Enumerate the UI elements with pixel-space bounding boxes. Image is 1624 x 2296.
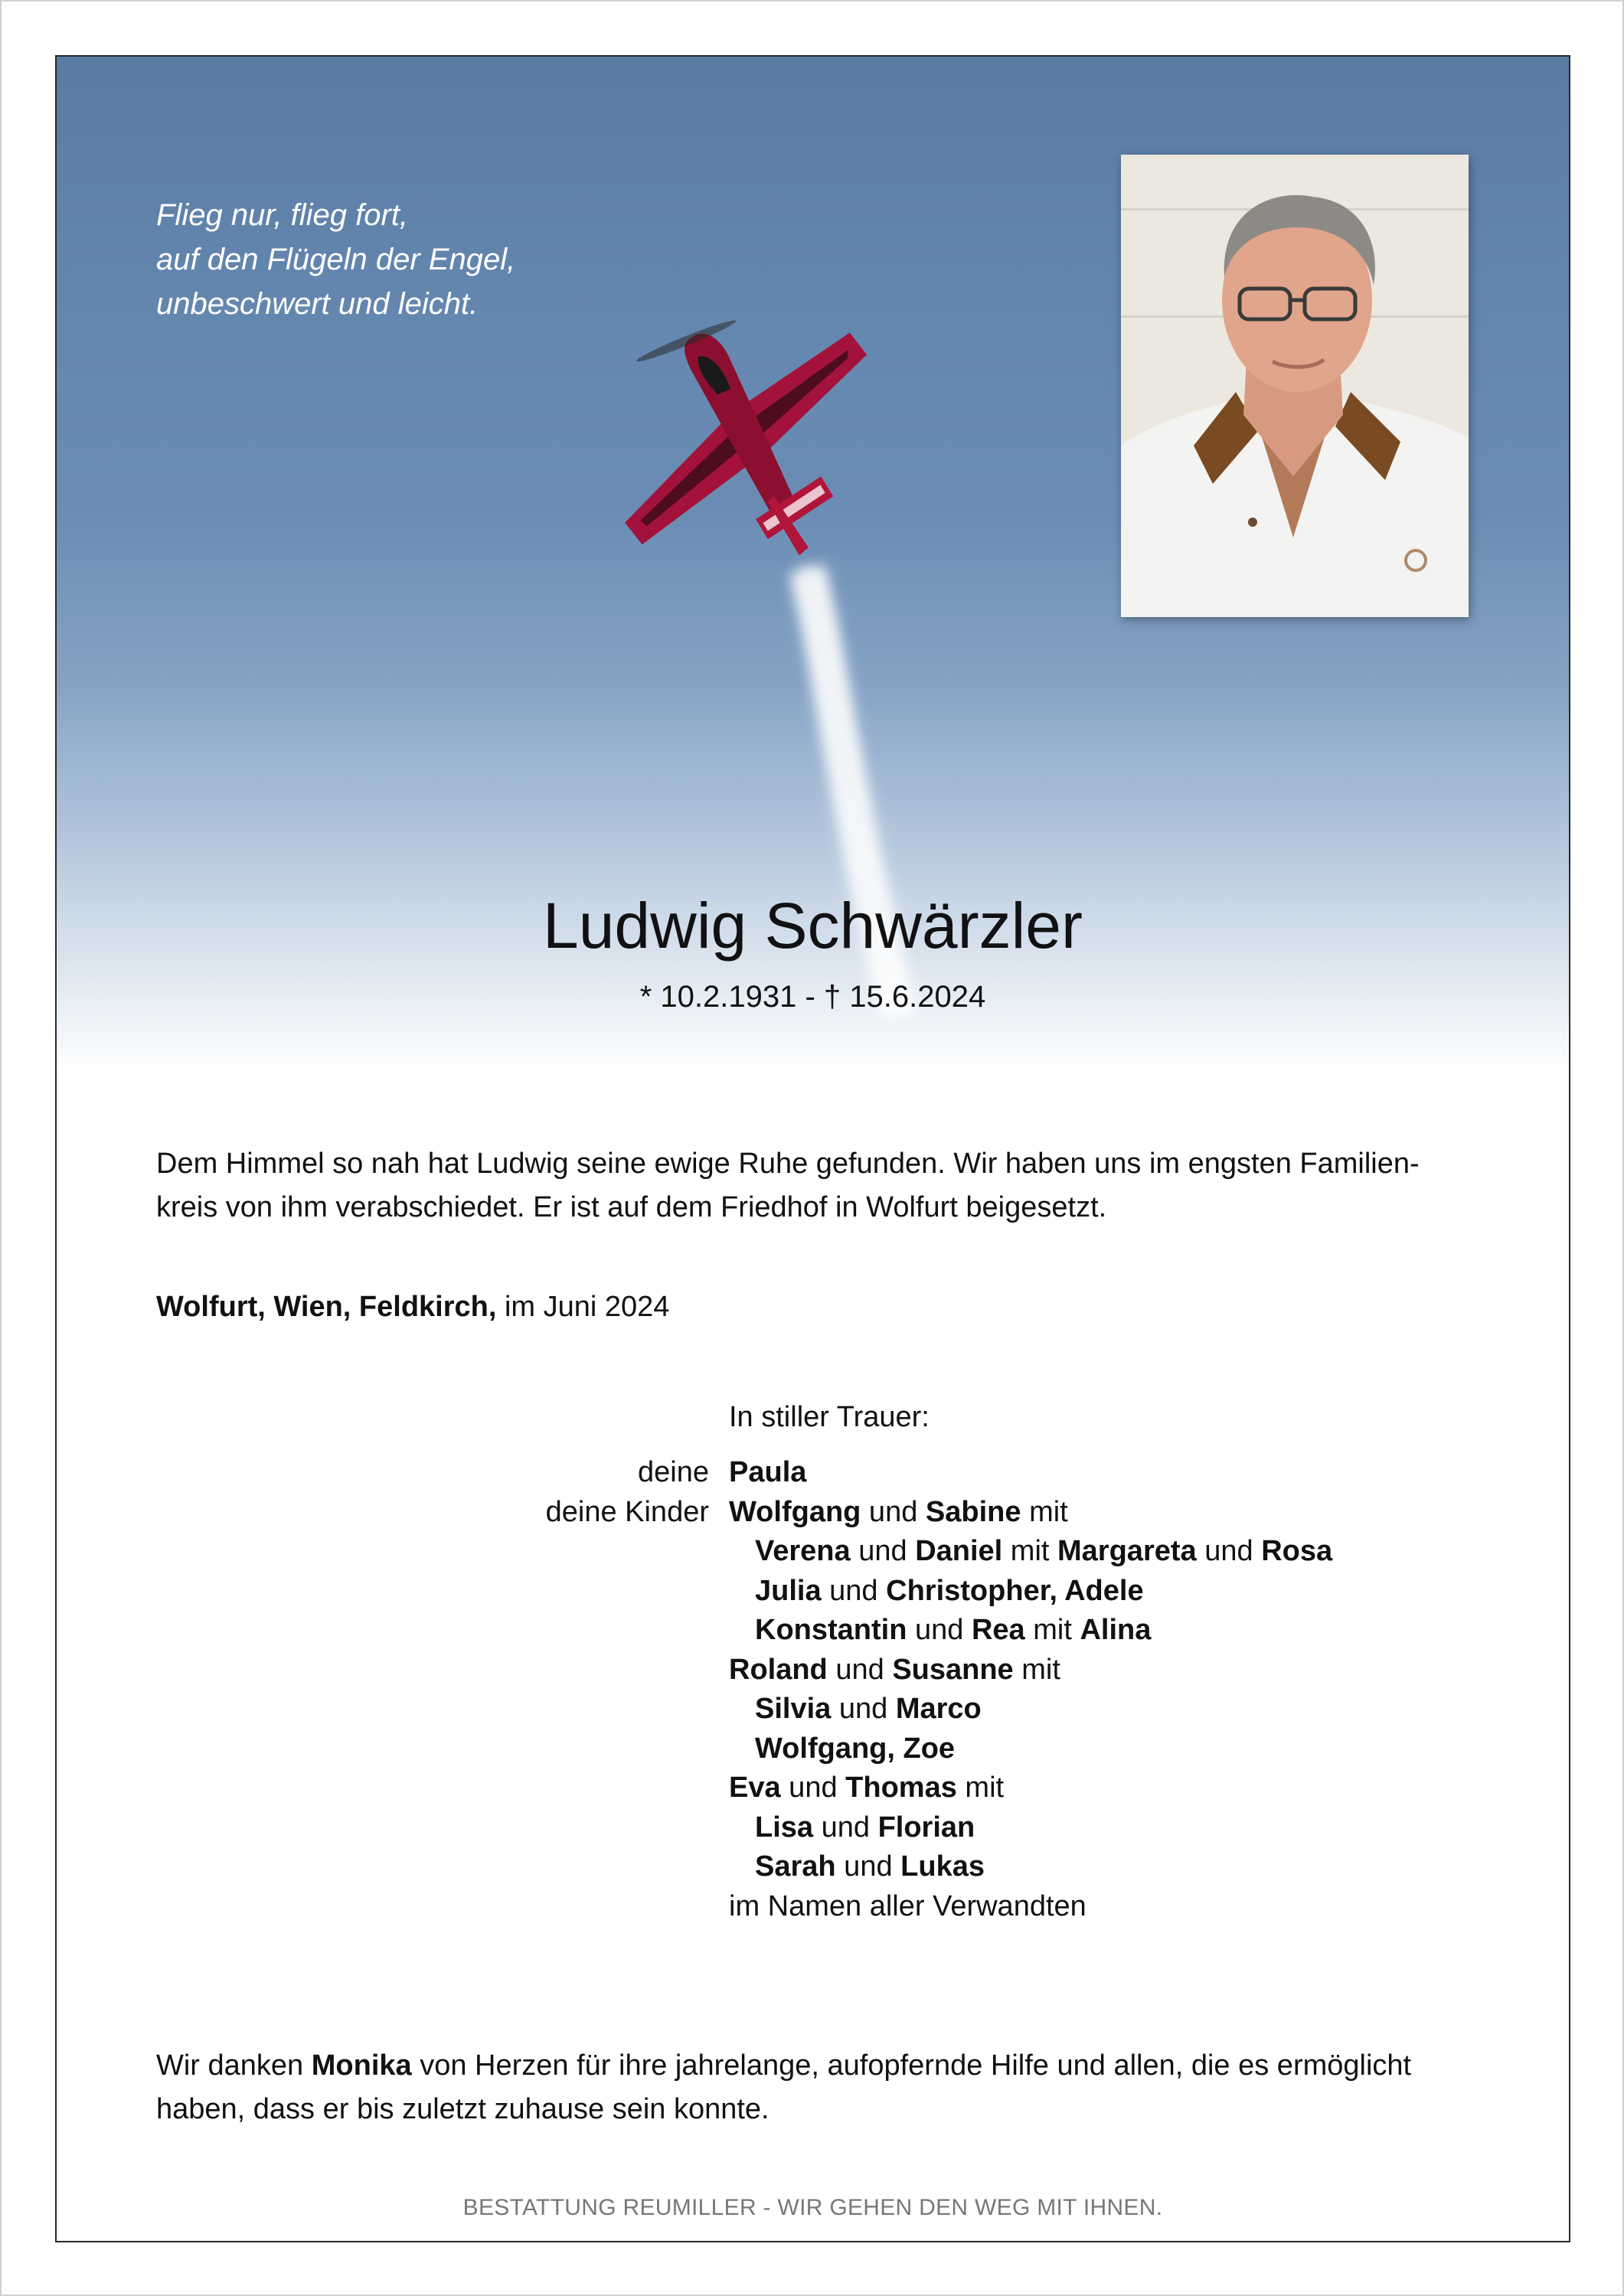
- mourner-name: Wolfgang, Zoe: [755, 1732, 956, 1765]
- thanks-suffix: von Herzen für ihre jahrelange, aufopfernde Hilfe und allen, die es ermöglicht: [411, 2049, 1412, 2082]
- footer-slogan: BESTATTUNG REUMILLER - WIR GEHEN DEN WEG MIT IHNEN.: [462, 2195, 1163, 2220]
- thanks-line: haben, dass er bis zuletzt zuhause sein konnte.: [156, 2093, 770, 2125]
- mourner-name: Rosa: [1261, 1535, 1333, 1567]
- poem: [156, 193, 515, 326]
- portrait-photo: [1121, 155, 1469, 617]
- connector-text: und: [827, 1653, 893, 1686]
- mourner-name: Margareta: [1057, 1535, 1197, 1567]
- connector-text: und: [835, 1850, 901, 1883]
- mourner-name: Verena: [755, 1535, 851, 1567]
- connector-text: mit: [1002, 1535, 1058, 1567]
- mourner-names: [729, 1453, 1332, 1926]
- mourners-title: In stiller Trauer:: [729, 1401, 930, 1433]
- mourner-name: Silvia: [755, 1693, 832, 1725]
- mourner-name: Christopher, Adele: [886, 1574, 1144, 1607]
- mourner-line: [729, 1887, 1332, 1927]
- connector-text: mit: [1013, 1653, 1060, 1686]
- poem-line: auf den Flügeln der Engel,: [156, 243, 516, 276]
- mourner-name: Daniel: [915, 1535, 1003, 1567]
- mourner-name: Susanne: [892, 1653, 1014, 1686]
- mourner-line: [729, 1532, 1332, 1572]
- mourner-line: [729, 1729, 1332, 1769]
- mourner-line: [729, 1453, 1332, 1493]
- place-date-line: [156, 1291, 669, 1324]
- connector-text: und: [850, 1535, 916, 1567]
- mourner-line: [729, 1651, 1332, 1690]
- connector-text: mit: [1024, 1614, 1080, 1646]
- thanks-prefix: Wir danken: [156, 2049, 312, 2082]
- relations-column: [363, 1453, 709, 1532]
- obituary-card: [55, 55, 1570, 2242]
- mourner-name: Thomas: [845, 1772, 957, 1804]
- relation-label: deine Kinder: [545, 1495, 709, 1528]
- thanks-name: Monika: [311, 2049, 412, 2082]
- mourner-name: Alina: [1080, 1614, 1152, 1646]
- mourner-line: [729, 1611, 1332, 1651]
- connector-text: mit: [956, 1772, 1005, 1804]
- connector-text: und: [907, 1614, 972, 1646]
- mourner-line: [729, 1847, 1332, 1887]
- thanks-text: [156, 2044, 1473, 2131]
- mourner-name: Lisa: [755, 1811, 814, 1844]
- mourner-name: Sabine: [925, 1495, 1021, 1528]
- connector-text: und: [821, 1574, 887, 1607]
- connector-text: im Namen aller Verwandten: [729, 1889, 1086, 1922]
- places: Wolfurt, Wien, Feldkirch,: [156, 1291, 497, 1323]
- relation-label: deine: [638, 1456, 709, 1488]
- mourner-name: Florian: [877, 1811, 975, 1844]
- mourner-line: [729, 1690, 1332, 1729]
- deceased-name: Ludwig Schwärzler: [543, 890, 1083, 962]
- mourner-line: [729, 1572, 1332, 1612]
- mourner-line: [729, 1493, 1332, 1533]
- connector-text: und: [831, 1693, 896, 1725]
- mourner-name: Lukas: [900, 1850, 985, 1883]
- life-dates: * 10.2.1931 - † 15.6.2024: [639, 980, 986, 1014]
- poem-line: unbeschwert und leicht.: [156, 287, 479, 321]
- mourner-line: [729, 1769, 1332, 1808]
- announcement-line: kreis von ihm verabschiedet. Er ist auf dem Friedhof in Wolfurt beigesetzt.: [156, 1191, 1107, 1223]
- thanks-line: [156, 2044, 1473, 2088]
- connector-text: und: [813, 1811, 878, 1844]
- poem-line: Flieg nur, flieg fort,: [156, 198, 409, 232]
- mourner-name: Wolfgang: [729, 1495, 861, 1528]
- mourner-name: Roland: [729, 1653, 828, 1686]
- mourner-name: Eva: [729, 1772, 781, 1804]
- mourner-line: [729, 1808, 1332, 1848]
- mourner-name: Sarah: [755, 1850, 836, 1883]
- connector-text: und: [780, 1772, 846, 1804]
- connector-text: mit: [1021, 1495, 1068, 1528]
- announcement-line: Dem Himmel so nah hat Ludwig seine ewige Ruhe gefunden. Wir haben uns im engsten Familien-: [156, 1148, 1420, 1180]
- announcement-text: [156, 1142, 1473, 1230]
- mourner-name: Julia: [755, 1574, 822, 1607]
- connector-text: und: [861, 1495, 926, 1528]
- mourner-name: Marco: [895, 1693, 982, 1725]
- date: im Juni 2024: [504, 1291, 670, 1323]
- mourner-name: Paula: [729, 1456, 807, 1488]
- mourner-name: Konstantin: [755, 1614, 907, 1646]
- connector-text: und: [1196, 1535, 1262, 1567]
- mourner-name: Rea: [971, 1614, 1025, 1646]
